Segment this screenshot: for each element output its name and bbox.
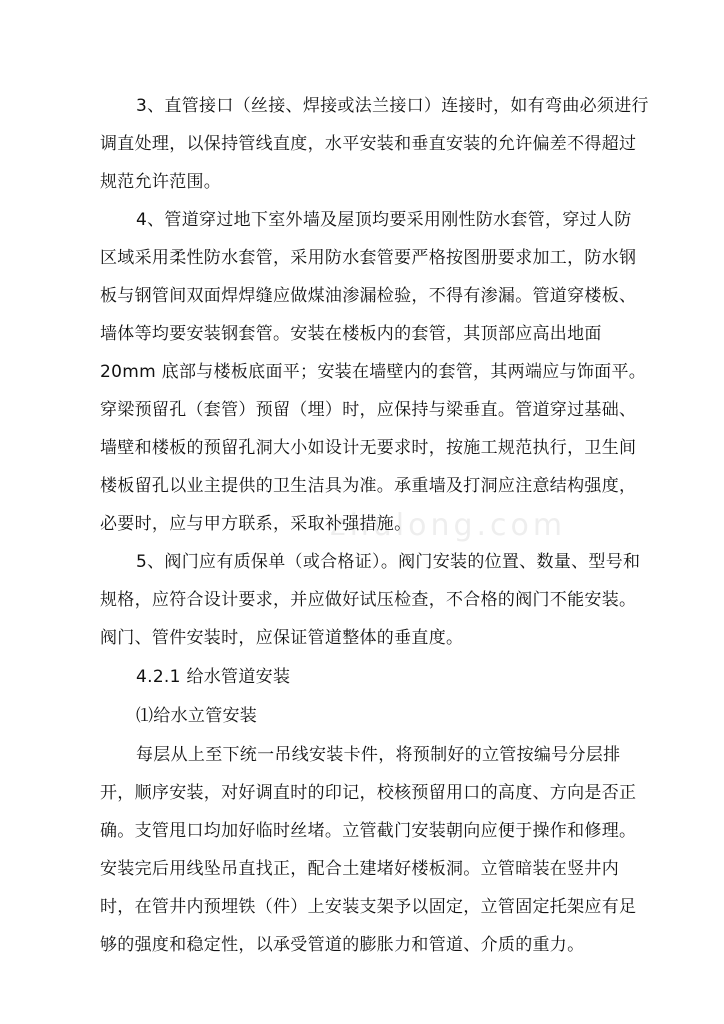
paragraph-4-line-1: 4、管道穿过地下室外墙及屋顶均要采用刚性防水套管，穿过人防 [136, 210, 632, 230]
paragraph-4-line-2: 区域采用柔性防水套管，采用防水套管要严格按图册要求加工，防水钢 [100, 248, 637, 268]
paragraph-3-line-3: 规范允许范围。 [100, 172, 222, 192]
paragraph-6-line-1: 每层从上至下统一吊线安装卡件，将预制好的立管按编号分层排 [136, 745, 621, 765]
paragraph-4-line-4: 墙体等均要安装钢套管。安装在楼板内的套管，其顶部应高出地面 [100, 324, 602, 344]
paragraph-6-line-6: 够的强度和稳定性，以承受管道的膨胀力和管道、介质的重力。 [100, 935, 585, 955]
paragraph-5-line-1: 5、阀门应有质保单（或合格证）。阀门安装的位置、数量、型号和 [136, 552, 641, 572]
paragraph-4-line-6: 穿梁预留孔（套管）预留（埋）时，应保持与梁垂直。管道穿过基础、 [100, 400, 637, 420]
paragraph-4-line-8: 楼板留孔以业主提供的卫生洁具为准。承重墙及打洞应注意结构强度， [100, 476, 637, 496]
paragraph-4-line-7: 墙壁和楼板的预留孔洞大小如设计无要求时，按施工规范执行，卫生间 [100, 438, 637, 458]
paragraph-4-line-5: 20mm 底部与楼板底面平；安装在墙壁内的套管，其两端应与饰面平。 [100, 362, 647, 382]
paragraph-6-line-4: 安装完后用线坠吊直找正，配合土建堵好楼板洞。立管暗装在竖井内 [100, 859, 619, 879]
paragraph-5-line-2: 规格，应符合设计要求，并应做好试压检查，不合格的阀门不能安装。 [100, 590, 637, 610]
paragraph-3-line-1: 3、直管接口（丝接、焊接或法兰接口）连接时，如有弯曲必须进行 [136, 96, 649, 116]
paragraph-6-line-5: 时，在管井内预埋铁（件）上安装支架予以固定，立管固定托架应有足 [100, 897, 637, 917]
paragraph-6-line-3: 确。支管甩口均加好临时丝堵。立管截门安装朝向应便于操作和修理。 [100, 821, 637, 841]
paragraph-3-line-2: 调直处理，以保持管线直度，水平安装和垂直安装的允许偏差不得超过 [100, 134, 637, 154]
paragraph-4-line-9: 必要时，应与甲方联系，采取补强措施。 [100, 514, 412, 534]
section-heading: 4.2.1 给水管道安装 [136, 667, 291, 687]
watermark: zhulong.com [330, 508, 567, 543]
paragraph-5-line-3: 阀门、管件安装时，应保证管道整体的垂直度。 [100, 628, 464, 648]
paragraph-6-line-2: 开，顺序安装，对好调直时的印记，校核预留用口的高度、方向是否正 [100, 783, 637, 803]
subsection-heading: ⑴给水立管安装 [136, 706, 258, 726]
paragraph-4-line-3: 板与钢管间双面焊焊缝应做煤油渗漏检验，不得有渗漏。管道穿楼板、 [100, 286, 637, 306]
